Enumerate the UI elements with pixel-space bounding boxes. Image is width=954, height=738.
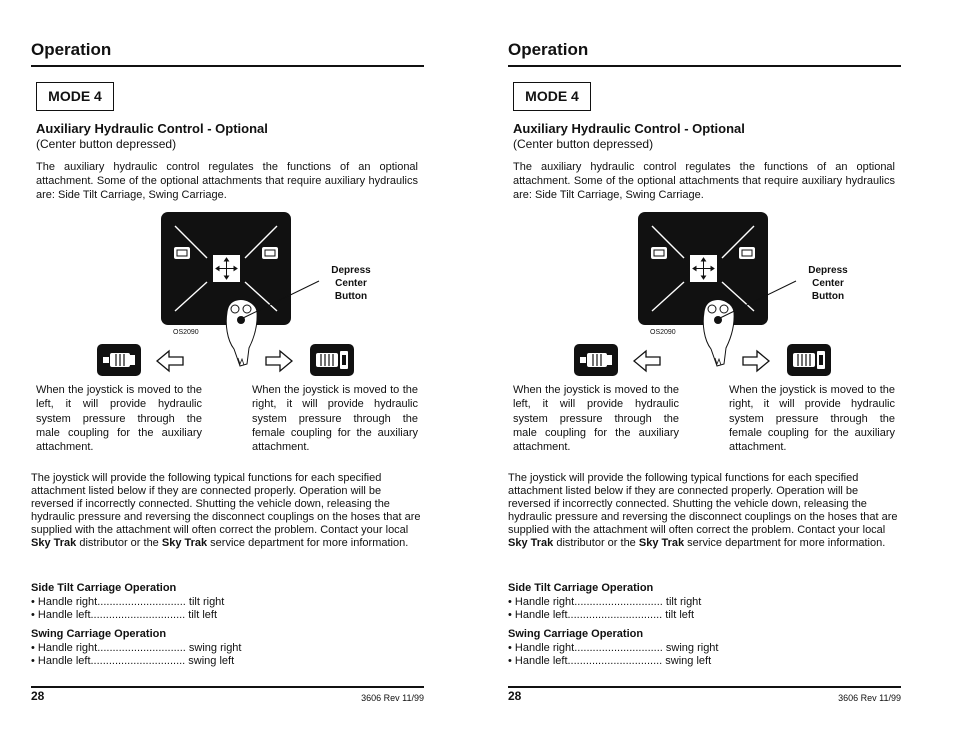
swing-item-left: • Handle left............................... swing left	[31, 655, 235, 667]
mode-label-box: MODE 4	[513, 82, 591, 111]
figure-code: OS2090	[173, 329, 199, 336]
side-tilt-item-left: • Handle left............................... tilt left	[31, 609, 218, 621]
callout-line-3: Button	[334, 291, 368, 302]
intro-paragraph: The auxiliary hydraulic control regulates the functions of an optional attachment. Some of the optional attachments that require auxiliary hydraulics are: Side Tilt Carriage, Swing Carriage.	[513, 161, 895, 201]
brand-name: Sky Trak	[638, 537, 685, 549]
callout-line-3: Button	[811, 291, 845, 302]
page-heading: Operation	[508, 40, 589, 59]
body-text-2: distributor or the	[76, 537, 162, 549]
page-number: 28	[31, 689, 45, 703]
joystick-panel-icon	[638, 212, 768, 372]
joystick-panel-icon	[161, 212, 291, 372]
document-revision: 3606 Rev 11/99	[838, 693, 901, 703]
brand-name: Sky Trak	[508, 537, 554, 549]
body-text-1: The joystick will provide the following typical functions for each specified attachment listed below if they are connected properly. Operation will be reversed if incorrectly connected. Shutting the vehicle down, releasing the hydraulic pressure and reversing the disconnect couplings on the hoses that are supplied with the attachment will often correct the problem. Contact your local	[31, 472, 421, 536]
bottom-rule	[508, 686, 901, 688]
subsection-note: (Center button depressed)	[36, 137, 177, 151]
callout-line-2: Center	[335, 278, 367, 289]
swing-carriage-heading: Swing Carriage Operation	[31, 628, 167, 640]
subsection-title: Auxiliary Hydraulic Control - Optional	[513, 121, 745, 136]
body-text-1: The joystick will provide the following typical functions for each specified attachment listed below if they are connected properly. Operation will be reversed if incorrectly connected. Shutting the vehicle down, releasing the hydraulic pressure and reversing the disconnect couplings on the hoses that are supplied with the attachment will often correct the problem. Contact your local	[508, 472, 898, 536]
right-arrow-icon	[265, 349, 293, 373]
body-text-3: service department for more information.	[684, 537, 886, 549]
swing-item-left: • Handle left............................... swing left	[508, 655, 712, 667]
body-text-3: service department for more information.	[207, 537, 409, 549]
page-heading: Operation	[31, 40, 112, 59]
document-revision: 3606 Rev 11/99	[361, 693, 424, 703]
page-number: 28	[508, 689, 522, 703]
side-tilt-heading: Side Tilt Carriage Operation	[31, 582, 177, 594]
female-coupling-icon	[787, 344, 831, 376]
swing-carriage-heading: Swing Carriage Operation	[508, 628, 644, 640]
top-rule	[31, 65, 424, 67]
figure-code: OS2090	[650, 329, 676, 336]
right-move-description: When the joystick is moved to the right, it will provide hydraulic system pressure through the female coupling for the auxiliary attachment.	[252, 384, 418, 454]
right-arrow-icon	[742, 349, 770, 373]
side-tilt-item-right: • Handle right............................. tilt right	[508, 596, 702, 608]
left-arrow-icon	[156, 349, 184, 373]
functions-paragraph	[508, 472, 901, 550]
callout-label	[797, 264, 859, 303]
side-tilt-item-right: • Handle right............................. tilt right	[31, 596, 225, 608]
callout-line-2: Center	[812, 278, 844, 289]
right-move-description: When the joystick is moved to the right, it will provide hydraulic system pressure through the female coupling for the auxiliary attachment.	[729, 384, 895, 454]
brand-name: Sky Trak	[31, 537, 77, 549]
callout-line-1: Depress	[808, 265, 848, 276]
side-tilt-heading: Side Tilt Carriage Operation	[508, 582, 654, 594]
bottom-rule	[31, 686, 424, 688]
right-page	[508, 0, 928, 738]
brand-name: Sky Trak	[161, 537, 208, 549]
swing-item-right: • Handle right............................. swing right	[508, 642, 719, 654]
callout-label	[320, 264, 382, 303]
male-coupling-icon	[574, 344, 618, 376]
female-coupling-icon	[310, 344, 354, 376]
subsection-note: (Center button depressed)	[513, 137, 654, 151]
subsection-title: Auxiliary Hydraulic Control - Optional	[36, 121, 268, 136]
side-tilt-item-left: • Handle left............................... tilt left	[508, 609, 695, 621]
swing-item-right: • Handle right............................. swing right	[31, 642, 242, 654]
male-coupling-icon	[97, 344, 141, 376]
body-text-2: distributor or the	[553, 537, 639, 549]
top-rule	[508, 65, 901, 67]
intro-paragraph: The auxiliary hydraulic control regulates the functions of an optional attachment. Some of the optional attachments that require auxiliary hydraulics are: Side Tilt Carriage, Swing Carriage.	[36, 161, 418, 201]
left-move-description: When the joystick is moved to the left, it will provide hydraulic system pressure through the male coupling for the auxiliary attachment.	[36, 384, 202, 454]
functions-paragraph	[31, 472, 424, 550]
callout-line-1: Depress	[331, 265, 371, 276]
left-page	[31, 0, 451, 738]
left-arrow-icon	[633, 349, 661, 373]
mode-label-box: MODE 4	[36, 82, 114, 111]
left-move-description: When the joystick is moved to the left, it will provide hydraulic system pressure through the male coupling for the auxiliary attachment.	[513, 384, 679, 454]
